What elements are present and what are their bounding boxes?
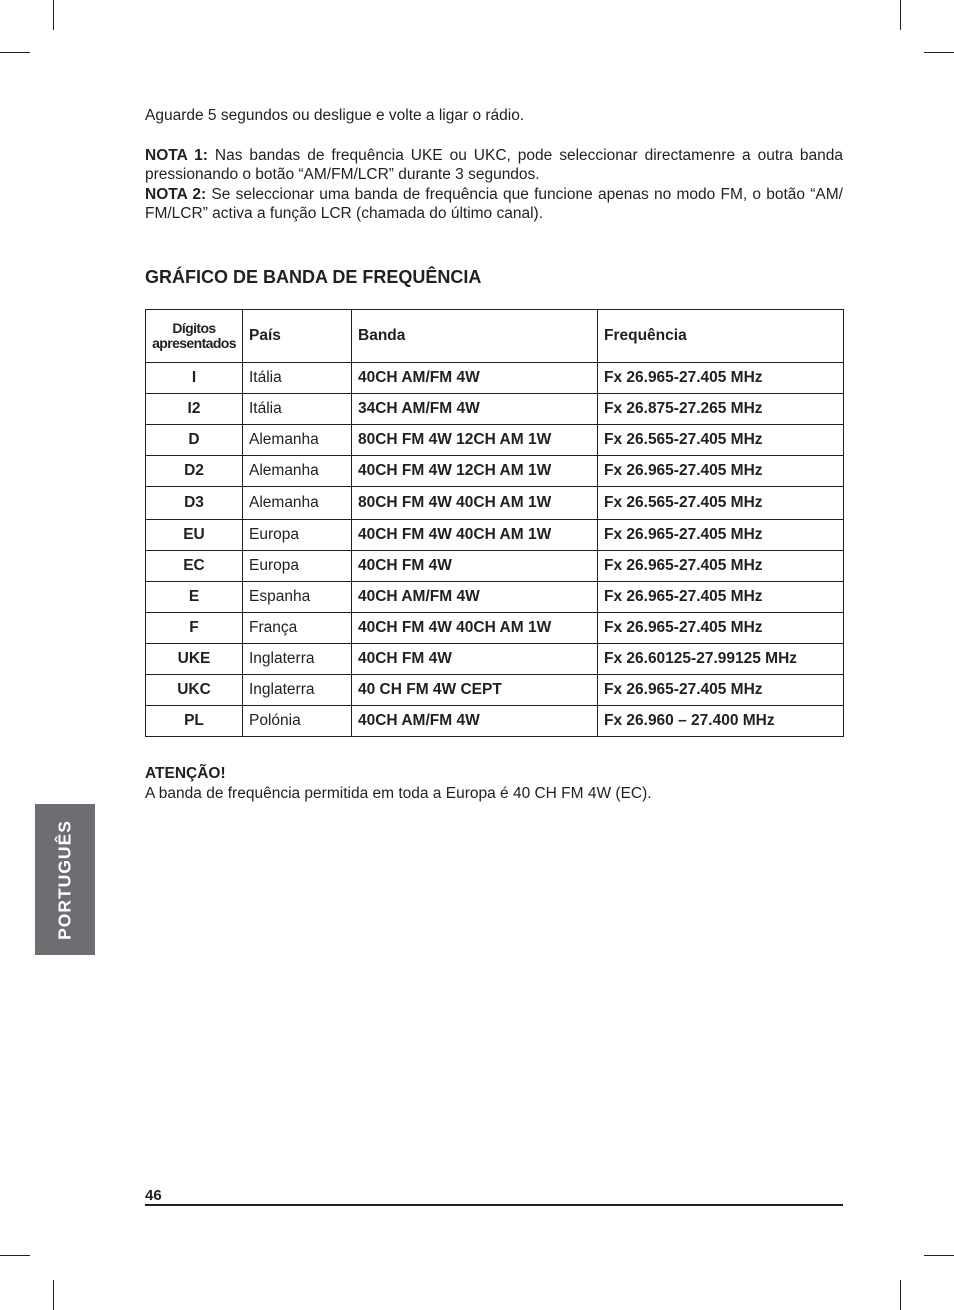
page-number: 46	[145, 1187, 162, 1204]
crop-mark	[53, 1280, 54, 1310]
cell-band: 40CH AM/FM 4W	[352, 582, 598, 613]
table-row	[146, 520, 844, 551]
crop-mark	[53, 0, 54, 30]
cell-frequency: Fx 26.965-27.405 MHz	[598, 582, 844, 613]
intro-text: Aguarde 5 segundos ou desligue e volte a ligar o rádio.	[145, 107, 525, 124]
note-text: Se seleccionar uma banda de frequência que funcione apenas no modo FM, o botão “AM/ FM/LCR” activa a função LCR (chamada do último canal).	[145, 185, 843, 222]
language-side-tab	[35, 804, 95, 955]
cell-code: I2	[146, 394, 243, 425]
crop-mark	[924, 1255, 954, 1256]
cell-country: Polónia	[243, 706, 352, 737]
table-row	[146, 644, 844, 675]
attention-title: ATENÇÃO!	[145, 765, 226, 782]
cell-band: 80CH FM 4W 12CH AM 1W	[352, 425, 598, 456]
note-1	[145, 146, 843, 185]
table-header-row	[146, 310, 844, 363]
cell-country: Itália	[243, 363, 352, 394]
table-row	[146, 675, 844, 706]
header-country: País	[243, 310, 352, 363]
cell-band: 34CH AM/FM 4W	[352, 394, 598, 425]
cell-country: Europa	[243, 551, 352, 582]
table-row	[146, 425, 844, 456]
cell-code: EU	[146, 520, 243, 551]
cell-frequency: Fx 26.965-27.405 MHz	[598, 520, 844, 551]
main-content	[145, 106, 843, 288]
cell-country: Alemanha	[243, 487, 352, 520]
section-title: GRÁFICO DE BANDA DE FREQUÊNCIA	[145, 266, 482, 287]
header-frequency: Frequência	[598, 310, 844, 363]
cell-country: França	[243, 613, 352, 644]
cell-code: UKC	[146, 675, 243, 706]
crop-mark	[900, 1280, 901, 1310]
cell-code: E	[146, 582, 243, 613]
cell-band: 40CH FM 4W	[352, 644, 598, 675]
cell-frequency: Fx 26.965-27.405 MHz	[598, 363, 844, 394]
table-row	[146, 456, 844, 487]
table-row	[146, 363, 844, 394]
crop-mark	[0, 1255, 30, 1256]
note-label: NOTA 1:	[145, 146, 208, 164]
cell-country: Inglaterra	[243, 644, 352, 675]
header-digits	[146, 310, 243, 363]
note-text: Nas bandas de frequência UKE ou UKC, pode seleccionar directamenre a outra banda pressionando o botão “AM/FM/LCR” durante 3 segundos.	[145, 146, 843, 183]
cell-code: EC	[146, 551, 243, 582]
table-row	[146, 394, 844, 425]
cell-band: 40CH AM/FM 4W	[352, 363, 598, 394]
crop-mark	[900, 0, 901, 30]
cell-country: Alemanha	[243, 425, 352, 456]
cell-country: Inglaterra	[243, 675, 352, 706]
header-digits-line1: Dígitos	[172, 320, 216, 336]
cell-frequency: Fx 26.60125-27.99125 MHz	[598, 644, 844, 675]
cell-band: 40 CH FM 4W CEPT	[352, 675, 598, 706]
table-row	[146, 487, 844, 520]
attention-note	[145, 764, 652, 803]
cell-country: Itália	[243, 394, 352, 425]
cell-code: UKE	[146, 644, 243, 675]
cell-band: 40CH FM 4W 12CH AM 1W	[352, 456, 598, 487]
frequency-band-table	[145, 309, 844, 737]
cell-frequency: Fx 26.965-27.405 MHz	[598, 456, 844, 487]
language-label: PORTUGUÊS	[54, 819, 75, 940]
table-row	[146, 613, 844, 644]
cell-frequency: Fx 26.965-27.405 MHz	[598, 675, 844, 706]
cell-code: D3	[146, 487, 243, 520]
cell-band: 40CH FM 4W	[352, 551, 598, 582]
cell-frequency: Fx 26.875-27.265 MHz	[598, 394, 844, 425]
cell-frequency: Fx 26.565-27.405 MHz	[598, 487, 844, 520]
cell-frequency: Fx 26.960 – 27.400 MHz	[598, 706, 844, 737]
cell-code: D2	[146, 456, 243, 487]
cell-band: 40CH FM 4W 40CH AM 1W	[352, 613, 598, 644]
note-label: NOTA 2:	[145, 185, 207, 203]
cell-band: 40CH FM 4W 40CH AM 1W	[352, 520, 598, 551]
cell-code: F	[146, 613, 243, 644]
cell-code: D	[146, 425, 243, 456]
cell-code: PL	[146, 706, 243, 737]
cell-country: Espanha	[243, 582, 352, 613]
header-digits-line2: apresentados	[152, 335, 236, 351]
footer-rule	[145, 1204, 843, 1206]
table-row	[146, 582, 844, 613]
cell-band: 40CH AM/FM 4W	[352, 706, 598, 737]
cell-frequency: Fx 26.565-27.405 MHz	[598, 425, 844, 456]
table-row	[146, 551, 844, 582]
cell-band: 80CH FM 4W 40CH AM 1W	[352, 487, 598, 520]
note-2	[145, 185, 843, 224]
cell-country: Alemanha	[243, 456, 352, 487]
crop-mark	[924, 52, 954, 53]
header-band: Banda	[352, 310, 598, 363]
table-row	[146, 706, 844, 737]
cell-frequency: Fx 26.965-27.405 MHz	[598, 551, 844, 582]
attention-text: A banda de frequência permitida em toda a Europa é 40 CH FM 4W (EC).	[145, 784, 652, 802]
cell-country: Europa	[243, 520, 352, 551]
cell-code: I	[146, 363, 243, 394]
crop-mark	[0, 52, 30, 53]
cell-frequency: Fx 26.965-27.405 MHz	[598, 613, 844, 644]
